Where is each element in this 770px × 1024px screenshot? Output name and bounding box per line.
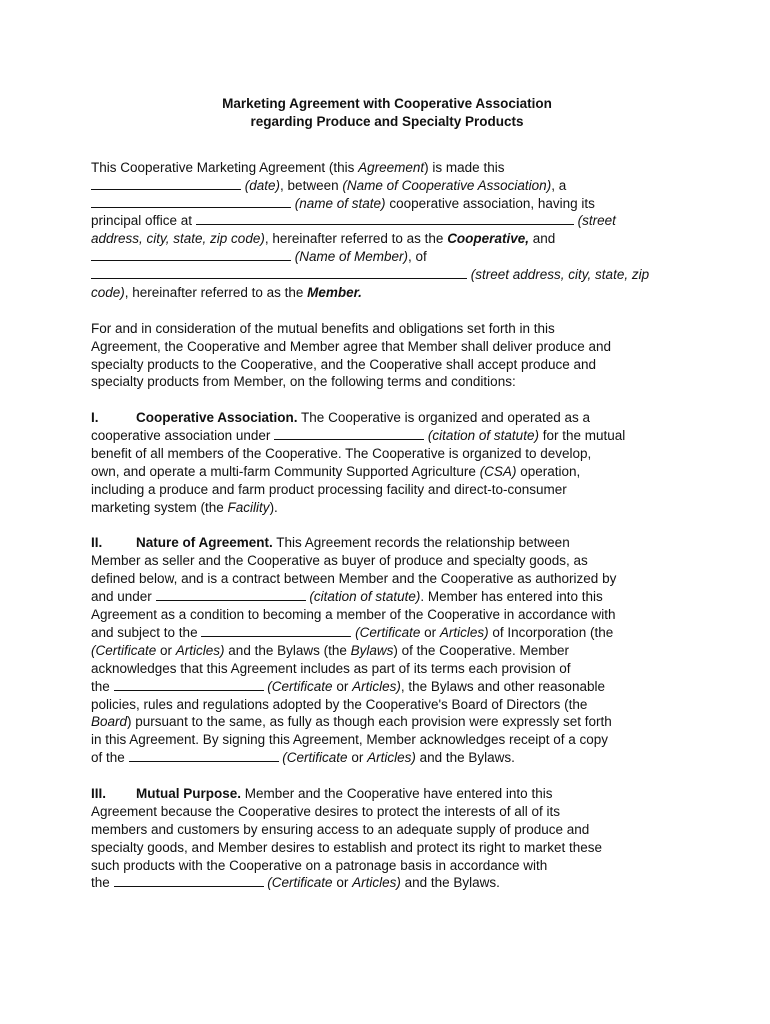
text-run: or [347, 750, 368, 766]
text-line: Member as seller and the Cooperative as buyer of produce and specialty goods, as [91, 553, 588, 569]
text-run: (Name of Member) [294, 249, 409, 265]
text-run: (citation of statute) [427, 428, 539, 444]
text-run: or [156, 642, 176, 658]
text-line [91, 230, 683, 248]
text-run: Board [91, 714, 128, 730]
text-run: This Cooperative Marketing Agreement (this [91, 159, 359, 175]
text-run: (date) [244, 177, 281, 193]
text-run: and subject to the [91, 624, 202, 640]
text-run: and [528, 231, 556, 247]
text-line [91, 499, 683, 517]
text-run: or [332, 875, 353, 891]
text-line [91, 248, 683, 266]
text-line [91, 642, 683, 660]
text-line: in this Agreement. By signing this Agreement, Member acknowledges receipt of a copy [91, 732, 609, 748]
text-run: , hereinafter referred to as the [264, 231, 448, 247]
text-line: policies, rules and regulations adopted by the Cooperative's Board of Directors (the [91, 696, 588, 712]
text-line: Agreement as a condition to becoming a member of the Cooperative in accordance with [91, 607, 616, 623]
text-run: or [332, 678, 353, 694]
text-line [91, 463, 683, 481]
text-line: Agreement because the Cooperative desires to protect the interests of all of its [91, 803, 561, 819]
member-name-blank[interactable] [91, 248, 291, 261]
text-run: Member. [307, 285, 362, 301]
section-1-heading: Cooperative Association. [136, 410, 298, 426]
text-run: ) is made this [424, 159, 505, 175]
text-run: own, and operate a multi-farm Community Supported Agriculture [91, 463, 480, 479]
section-3-heading: Mutual Purpose. [136, 785, 242, 801]
text-run: ) pursuant to the same, as fully as though each provision were expressly set forth [127, 714, 612, 730]
text-run: cooperative association under [91, 428, 275, 444]
text-run: Articles) [439, 624, 489, 640]
section-1 [91, 409, 683, 516]
text-line [91, 159, 683, 177]
text-line: acknowledges that this Agreement includes as part of its terms each provision of [91, 660, 571, 676]
text-run: , of [408, 249, 427, 265]
text-line: members and customers by ensuring access to an adequate supply of produce and [91, 821, 590, 837]
text-run: , the Bylaws and other reasonable [400, 678, 605, 694]
text-run: the [91, 678, 114, 694]
text-line [91, 749, 683, 767]
text-run: (Certificate [267, 875, 333, 891]
text-run: , hereinafter referred to as the [124, 285, 308, 301]
text-run: ) of the Cooperative. Member [393, 642, 569, 658]
member-address-blank[interactable] [91, 266, 467, 279]
certificate-blank-4[interactable] [114, 874, 264, 887]
title-line-1: Marketing Agreement with Cooperative Association [222, 96, 552, 111]
text-run: (citation of statute) [309, 589, 421, 605]
text-run: of Incorporation (the [488, 624, 614, 640]
text-line [91, 874, 683, 892]
text-line [91, 284, 683, 302]
intro-paragraph [91, 159, 683, 302]
text-run: This Agreement records the relationship between [272, 535, 570, 551]
text-run: for the mutual [538, 428, 626, 444]
text-line [91, 678, 683, 696]
text-run: (Certificate [355, 624, 421, 640]
text-run: Articles) [352, 678, 401, 694]
text-run: operation, [516, 463, 581, 479]
text-run: marketing system (the [91, 499, 228, 515]
text-line [91, 588, 683, 606]
text-line: specialty products to the Cooperative, and the Cooperative shall accept produce and [91, 356, 597, 372]
text-run: Member and the Cooperative have entered into this [241, 785, 553, 801]
text-run: Facility [227, 499, 270, 515]
text-line [91, 195, 683, 213]
text-run: and under [91, 589, 156, 605]
text-run: , a [551, 177, 567, 193]
text-run: (street [577, 213, 616, 229]
text-run: address, city, state, zip code) [91, 231, 265, 247]
text-line [91, 785, 683, 803]
text-run: (Certificate [91, 642, 157, 658]
text-line [91, 624, 683, 642]
section-1-number: I. [91, 410, 99, 426]
text-line [91, 713, 683, 731]
text-line: specialty products from Member, on the following terms and conditions: [91, 374, 516, 390]
text-run: . Member has entered into this [420, 589, 603, 605]
section-2 [91, 534, 683, 767]
text-run: Articles) [367, 750, 416, 766]
text-line [91, 212, 683, 230]
text-line: specialty goods, and Member desires to establish and protect its right to market these [91, 839, 603, 855]
certificate-blank-2[interactable] [114, 678, 264, 691]
text-run: , between [280, 177, 343, 193]
text-run: cooperative association, having its [385, 195, 595, 211]
text-run: Articles) [352, 875, 401, 891]
text-run: code) [91, 285, 125, 301]
title-line-2: regarding Produce and Specialty Products [250, 113, 524, 129]
certificate-blank-1[interactable] [201, 624, 351, 637]
text-run: and the Bylaws. [415, 750, 515, 766]
text-run: (name of state) [294, 195, 386, 211]
text-line [91, 266, 683, 284]
text-run: (Certificate [267, 678, 333, 694]
section-2-number: II. [91, 535, 103, 551]
certificate-blank-3[interactable] [129, 749, 279, 762]
text-run: ). [269, 499, 278, 515]
section-2-heading: Nature of Agreement. [136, 535, 273, 551]
document-page [91, 95, 683, 892]
text-run: the [91, 875, 114, 891]
section-3 [91, 785, 683, 892]
text-line [91, 427, 683, 445]
principal-office-blank[interactable] [196, 212, 574, 225]
text-line: including a produce and farm product processing facility and direct-to-consumer [91, 481, 567, 497]
consideration-paragraph [91, 320, 683, 392]
document-title [91, 95, 683, 131]
statute-blank-2[interactable] [156, 588, 306, 601]
text-line [91, 534, 683, 552]
text-run: (street address, city, state, zip [470, 267, 650, 283]
statute-blank-1[interactable] [274, 427, 424, 440]
text-line: Agreement, the Cooperative and Member agree that Member shall deliver produce and [91, 338, 612, 354]
text-run: Cooperative, [447, 231, 529, 247]
date-blank[interactable] [91, 177, 241, 190]
text-run: or [420, 624, 440, 640]
state-blank[interactable] [91, 195, 291, 208]
text-run [307, 285, 362, 300]
text-line: For and in consideration of the mutual benefits and obligations set forth in this [91, 320, 555, 336]
text-run: (CSA) [479, 463, 517, 479]
text-line: benefit of all members of the Cooperative. The Cooperative is organized to develop, [91, 446, 592, 462]
text-run: (Name of Cooperative Association) [342, 177, 552, 193]
text-run: Agreement [358, 159, 425, 175]
section-3-number: III. [91, 785, 107, 801]
text-run: of the [91, 750, 129, 766]
text-run: The Cooperative is organized and operated as a [297, 410, 590, 426]
text-line [91, 177, 683, 195]
text-run: Bylaws [350, 642, 394, 658]
text-line: defined below, and is a contract between Member and the Cooperative as authorized by [91, 571, 617, 587]
text-line [91, 409, 683, 427]
text-run: and the Bylaws. [400, 875, 500, 891]
text-run: Articles) [175, 642, 225, 658]
text-run [447, 231, 529, 246]
text-line: such products with the Cooperative on a patronage basis in accordance with [91, 857, 548, 873]
text-run: (Certificate [282, 750, 348, 766]
text-run: and the Bylaws (the [224, 642, 351, 658]
text-run: principal office at [91, 213, 196, 229]
